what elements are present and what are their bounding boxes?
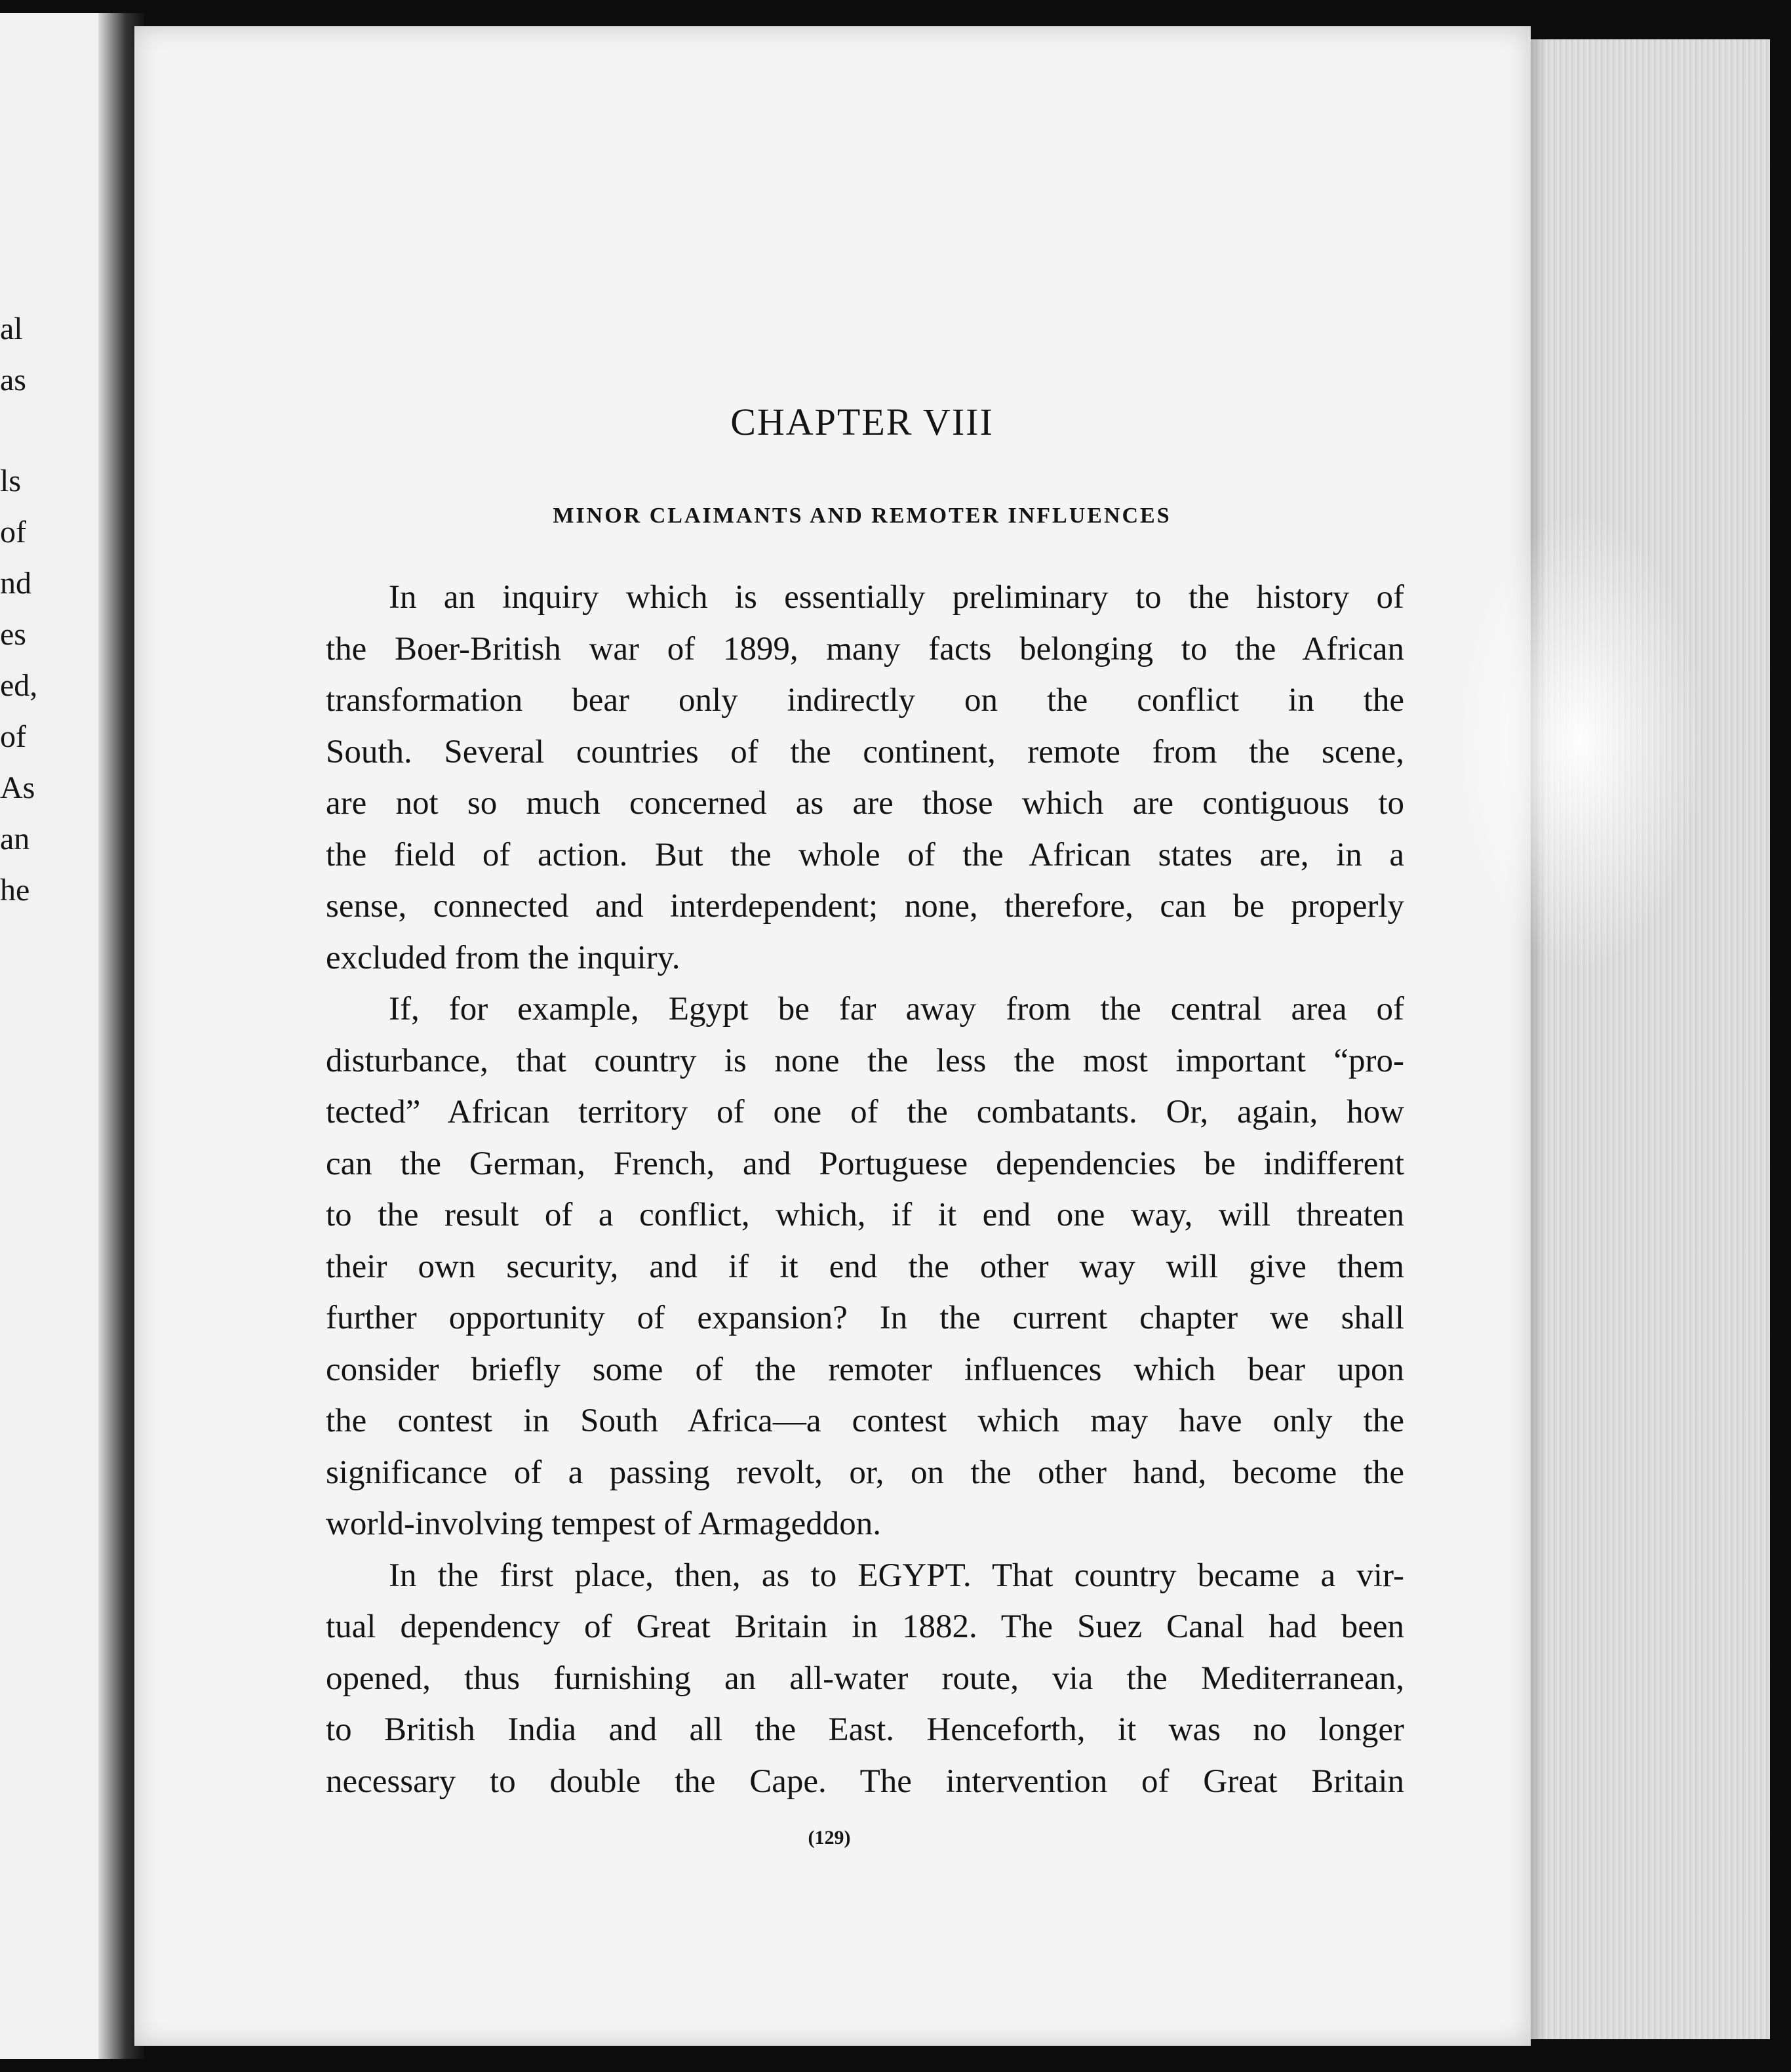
text-line: tected” African territory of one of the combatants. Or, again, how (326, 1094, 1404, 1130)
left-page-fragment: ed, (0, 668, 38, 703)
text-line: consider briefly some of the remoter influences which bear upon (326, 1351, 1404, 1388)
text-line: to the result of a conflict, which, if it end one way, will threaten (326, 1197, 1404, 1233)
left-page-fragment: al (0, 311, 23, 346)
text-line: South. Several countries of the continent, remote from the scene, (326, 733, 1404, 770)
text-line: necessary to double the Cape. The intervention of Great Britain (326, 1763, 1404, 1800)
text-line: to British India and all the East. Henceforth, it was no longer (326, 1711, 1404, 1748)
text-line: sense, connected and interdependent; none, therefore, can be properly (326, 888, 1404, 925)
text-line: the contest in South Africa—a contest which may have only the (326, 1403, 1404, 1439)
left-page-fragment: nd (0, 566, 31, 601)
text-line: disturbance, that country is none the less the most important “pro- (326, 1042, 1404, 1079)
text-line: are not so much concerned as are those which are contiguous to (326, 785, 1404, 822)
left-page-fragment: of (0, 515, 26, 549)
left-page-fragment: ls (0, 464, 22, 498)
text-line: further opportunity of expansion? In the current chapter we shall (326, 1300, 1404, 1336)
paper-stain (1455, 511, 1704, 970)
text-line: the field of action. But the whole of the African states are, in a (326, 836, 1404, 873)
text-line: opened, thus furnishing an all-water route, via the Mediterranean, (326, 1660, 1404, 1697)
text-line: In an inquiry which is essentially preliminary to the history of (389, 579, 1404, 616)
text-line: their own security, and if it end the other way will give them (326, 1248, 1404, 1285)
book-page-edges (1521, 39, 1770, 2039)
page-number: (129) (808, 1827, 851, 1848)
text-line: tual dependency of Great Britain in 1882. The Suez Canal had been (326, 1608, 1404, 1645)
left-page-fragment: of (0, 719, 26, 754)
text-line: In the first place, then, as to EGYPT. That country became a vir- (389, 1557, 1404, 1594)
text-line: significance of a passing revolt, or, on the other hand, become the (326, 1454, 1404, 1491)
chapter-subtitle: MINOR CLAIMANTS AND REMOTER INFLUENCES (553, 504, 1171, 528)
paragraph-3 (326, 1550, 1404, 1808)
left-page-fragment: es (0, 617, 26, 652)
text-line: If, for example, Egypt be far away from the central area of (389, 991, 1404, 1027)
left-page-fragment: an (0, 822, 30, 856)
text-line: excluded from the inquiry. (326, 939, 680, 976)
left-page-fragment: As (0, 770, 35, 805)
text-line: transformation bear only indirectly on the conflict in the (326, 682, 1404, 719)
left-facing-page (0, 13, 105, 2059)
left-page-fragment: as (0, 363, 26, 397)
left-page-fragment: he (0, 873, 30, 907)
main-page (134, 26, 1531, 2046)
text-line: world-involving tempest of Armageddon. (326, 1505, 882, 1542)
chapter-title: CHAPTER VIII (730, 401, 994, 443)
text-line: the Boer-British war of 1899, many facts belonging to the African (326, 630, 1404, 667)
text-line: can the German, French, and Portuguese dependencies be indifferent (326, 1145, 1404, 1182)
paragraph-1 (326, 572, 1404, 984)
body-text (326, 572, 1404, 1807)
paragraph-2 (326, 984, 1404, 1550)
